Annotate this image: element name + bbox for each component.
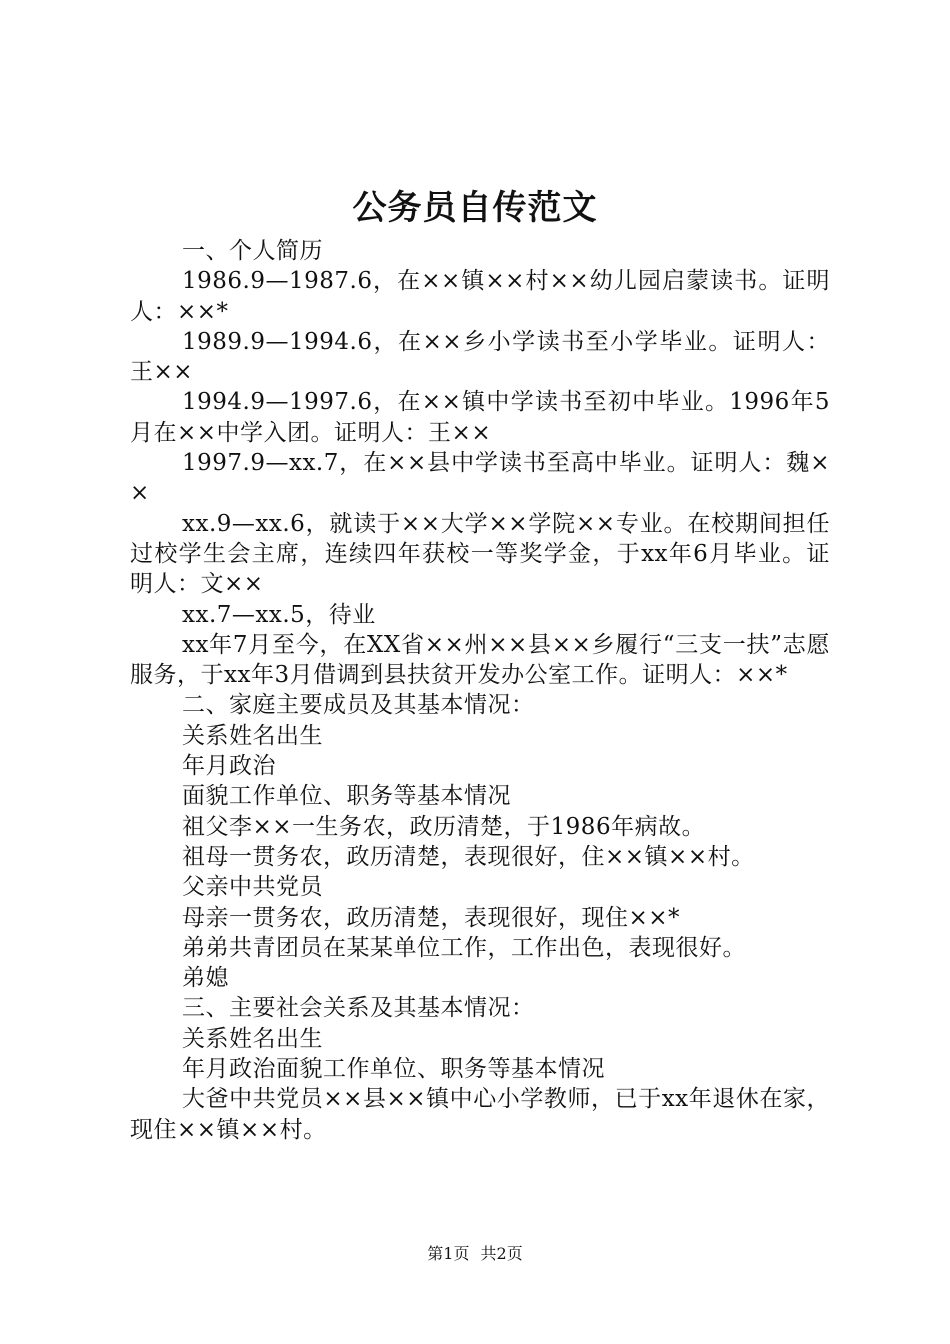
family-member: 祖父李××一生务农，政历清楚，于1986年病故。 (182, 813, 706, 840)
resume-entry: xx.7—xx.5，待业 (182, 601, 376, 628)
resume-entry: 1994.9—1997.6，在××镇中学读书至初中毕业。1996年5月在××中学入团。证明人：王×× (130, 389, 830, 446)
resume-entry: 1997.9—xx.7，在××县中学读书至高中毕业。证明人：魏×× (130, 450, 830, 507)
family-member: 母亲一贯务农，政历清楚，表现很好，现住××* (182, 904, 681, 931)
resume-entry: 1989.9—1994.6，在××乡小学读书至小学毕业。证明人：王×× (130, 328, 830, 386)
document-body (130, 236, 830, 1145)
resume-entry: 1986.9—1987.6，在××镇××村××幼儿园启蒙读书。证明人：××* (130, 268, 830, 325)
document-title: 公务员自传范文 (352, 188, 598, 228)
page-footer (0, 1242, 950, 1266)
page-number: 第1页 (427, 1244, 470, 1263)
page-total: 共2页 (480, 1244, 523, 1263)
family-table-header: 面貌工作单位、职务等基本情况 (182, 783, 511, 810)
family-table-header: 关系姓名出生 (182, 722, 323, 749)
family-member: 祖母一贯务农，政历清楚，表现很好，住××镇××村。 (182, 843, 755, 870)
family-member: 父亲中共党员 (182, 874, 323, 901)
family-member: 弟媳 (182, 965, 229, 992)
social-table-header: 年月政治面貌工作单位、职务等基本情况 (182, 1056, 605, 1083)
section-heading-family: 二、家庭主要成员及其基本情况： (182, 692, 535, 719)
family-table-header: 年月政治 (182, 753, 276, 780)
section-heading-social: 三、主要社会关系及其基本情况： (182, 995, 535, 1022)
resume-entry: xx年7月至今，在XX省××州××县××乡履行“三支一扶”志愿服务，于xx年3月借调到县扶贫开发办公室工作。证明人：××* (130, 631, 830, 689)
social-relation: 大爸中共党员××县××镇中心小学教师，已于xx年退休在家，现住××镇××村。 (130, 1086, 830, 1143)
social-table-header: 关系姓名出生 (182, 1025, 323, 1052)
section-heading-resume: 一、个人简历 (182, 238, 323, 264)
family-member: 弟弟共青团员在某某单位工作，工作出色，表现很好。 (182, 934, 746, 961)
resume-entry: xx.9—xx.6，就读于××大学××学院××专业。在校期间担任过校学生会主席，连续四年获校一等奖学金，于xx年6月毕业。证明人：文×× (130, 510, 830, 598)
